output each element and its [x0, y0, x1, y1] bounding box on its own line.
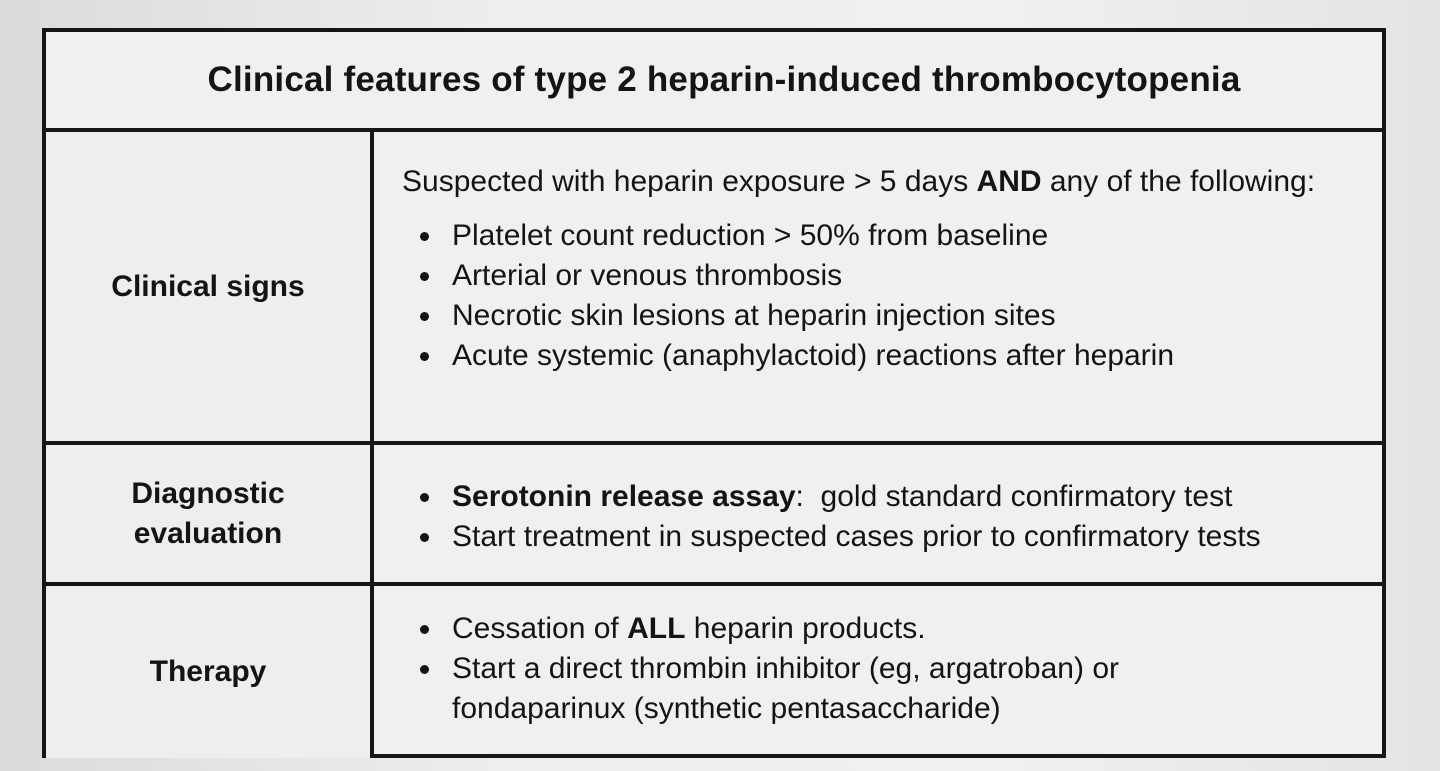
- bullet-icon: [420, 232, 429, 241]
- list-item: [402, 296, 1382, 336]
- table-title: Clinical features of type 2 heparin-induced thrombocytopenia: [207, 60, 1241, 99]
- bullet-icon: [420, 352, 429, 361]
- clinical-signs-intro: [402, 162, 1382, 202]
- list-item: [402, 649, 1212, 729]
- list-item: [402, 216, 1382, 256]
- diagnostic-list: [402, 477, 1382, 557]
- list-item: [402, 517, 1382, 557]
- row-label-therapy: [46, 586, 374, 758]
- bullet-icon: [420, 533, 429, 542]
- table-row-diagnostic-evaluation: [46, 445, 1382, 586]
- intro-text: Suspected with heparin exposure > 5 days: [402, 165, 977, 198]
- table-header: [46, 32, 1382, 132]
- table-row-clinical-signs: [46, 132, 1382, 445]
- row-label-line: Diagnostic: [131, 476, 285, 510]
- row-label-clinical-signs: [46, 132, 374, 441]
- list-item-text-end: heparin products.: [685, 612, 926, 645]
- intro-emphasis: AND: [976, 165, 1042, 198]
- list-item: [402, 336, 1382, 376]
- list-item: [402, 477, 1382, 517]
- row-content-therapy: [374, 586, 1382, 758]
- clinical-signs-list: [402, 216, 1382, 376]
- intro-text-end: any of the following:: [1041, 165, 1316, 198]
- bullet-icon: [420, 272, 429, 281]
- list-item-text: Platelet count reduction > 50% from baseline: [452, 219, 1049, 252]
- clinical-features-table: [42, 28, 1386, 758]
- bullet-icon: [420, 665, 429, 674]
- bullet-icon: [420, 625, 429, 634]
- row-content-diagnostic-evaluation: [374, 445, 1382, 582]
- list-item: [402, 609, 1382, 649]
- list-item-text: Arterial or venous thrombosis: [452, 259, 843, 292]
- list-item-emphasis: Serotonin release assay: [452, 480, 796, 513]
- row-label-text: [131, 474, 284, 554]
- bullet-icon: [420, 312, 429, 321]
- list-item-text: Start treatment in suspected cases prior to confirmatory tests: [452, 520, 1261, 553]
- list-item-text: Cessation of: [452, 612, 628, 645]
- row-label-line: evaluation: [133, 516, 283, 550]
- list-item-text: Necrotic skin lesions at heparin injection sites: [452, 299, 1056, 332]
- bullet-icon: [420, 493, 429, 502]
- list-item-emphasis: ALL: [627, 612, 686, 645]
- row-label-text: Clinical signs: [111, 269, 305, 303]
- row-content-clinical-signs: [374, 132, 1382, 441]
- therapy-list: [402, 609, 1382, 729]
- table-row-therapy: [46, 586, 1382, 758]
- list-item: [402, 256, 1382, 296]
- row-label-text: Therapy: [149, 655, 267, 688]
- list-item-text: Start a direct thrombin inhibitor (eg, argatroban) or fondaparinux (synthetic pentasaccharide): [452, 652, 1119, 725]
- row-label-diagnostic-evaluation: [46, 445, 374, 582]
- list-item-text: Acute systemic (anaphylactoid) reactions after heparin: [452, 339, 1175, 372]
- list-item-text: : gold standard confirmatory test: [795, 480, 1233, 513]
